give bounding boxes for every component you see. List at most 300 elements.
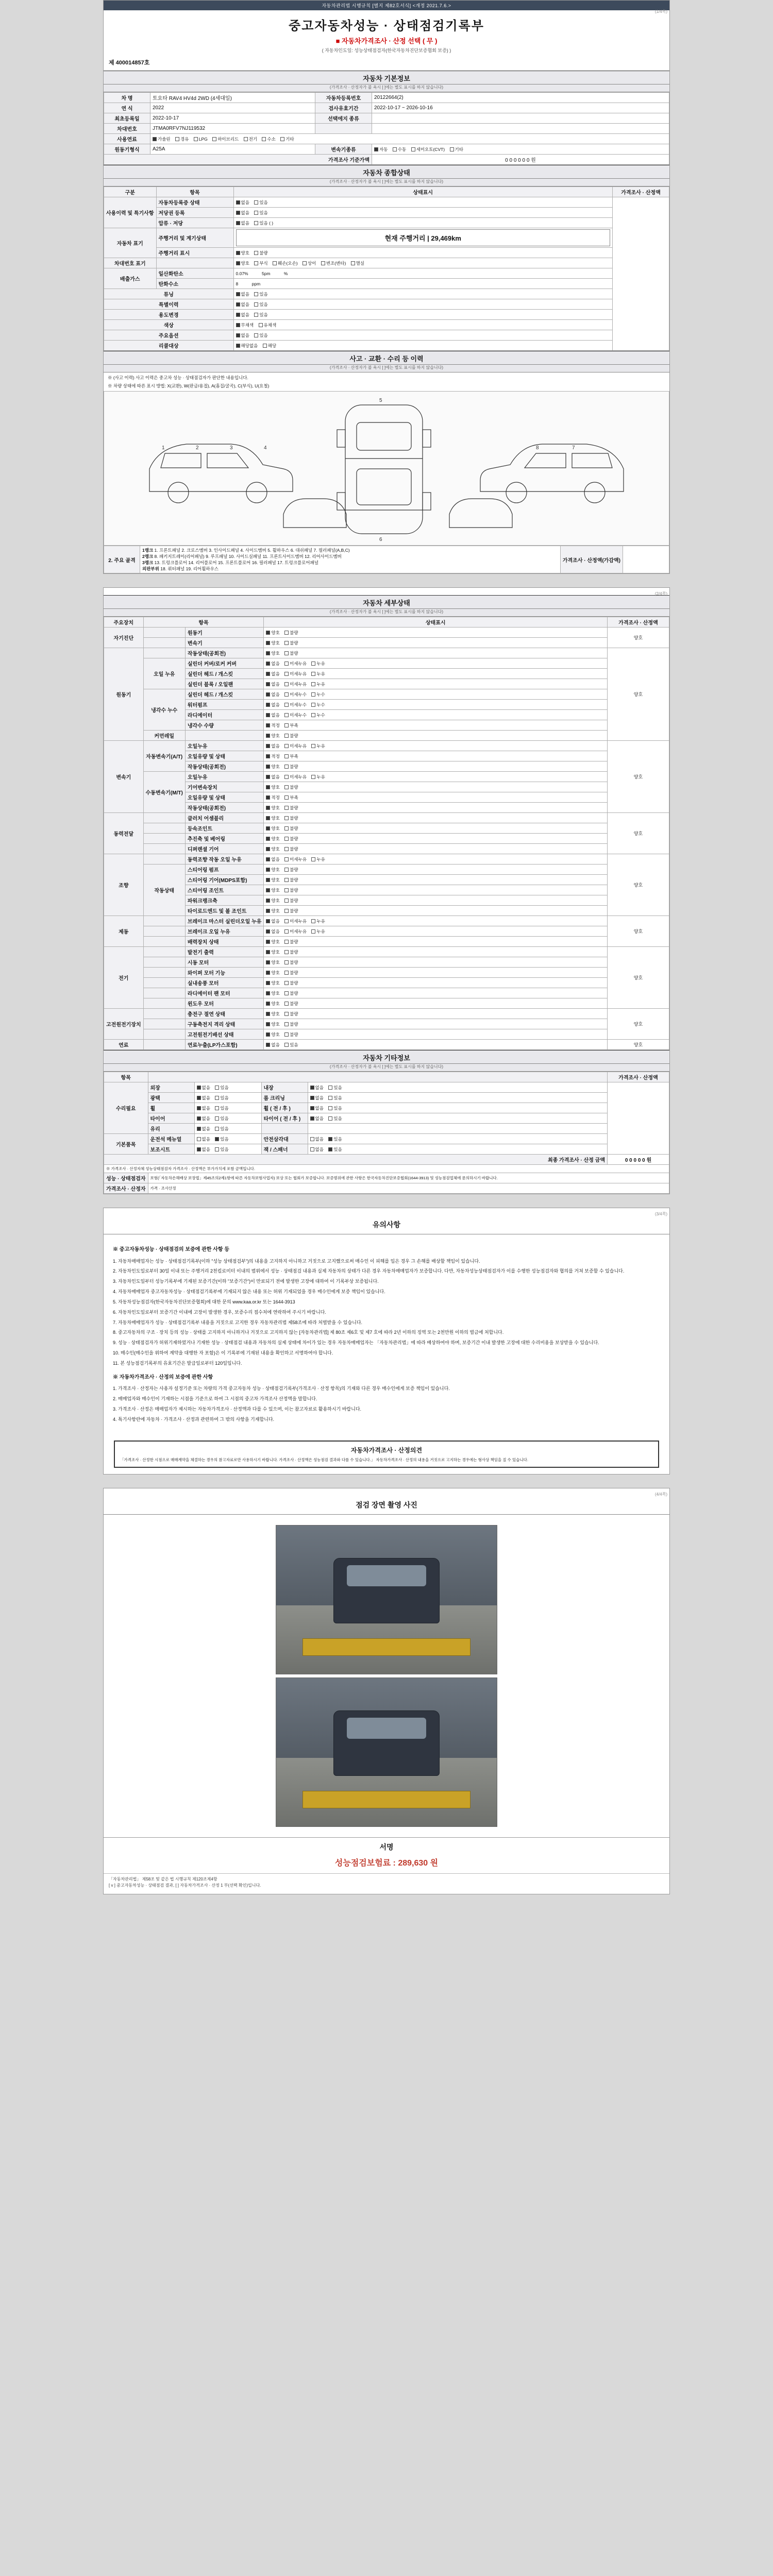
opt-1[interactable]: 불량 <box>284 733 298 739</box>
opt-1[interactable]: 있음 <box>215 1136 228 1142</box>
detail-sub: 오일 누유 <box>143 658 185 689</box>
detail-name: 원동기 <box>185 628 264 638</box>
accident-price-value <box>623 546 669 573</box>
detail-status <box>264 741 608 751</box>
opt-0[interactable]: 없음 <box>266 671 279 677</box>
opt-0[interactable]: 적정 <box>266 794 279 801</box>
trans-option-other[interactable]: 기타 <box>450 146 463 152</box>
fuel-option-hybrid[interactable]: 하이브리드 <box>212 136 239 142</box>
detail-status <box>264 710 608 720</box>
detail-status <box>264 1040 608 1050</box>
opt-1[interactable]: 불량 <box>284 877 298 883</box>
detail-status <box>264 885 608 895</box>
col-overall-price: 가격조사 · 산정액 <box>613 187 669 197</box>
opt-1[interactable]: 부족 <box>284 722 298 728</box>
detail-name: 오일유량 및 상태 <box>185 792 264 803</box>
detail-state-table <box>104 617 669 1050</box>
opt-good[interactable]: 양호 <box>236 250 249 256</box>
detail-status <box>264 978 608 988</box>
table-row <box>104 792 669 803</box>
opt-0[interactable]: 양호 <box>266 846 279 852</box>
opt-1[interactable]: 있음 <box>328 1115 342 1122</box>
opt-1[interactable]: 있음 <box>215 1146 228 1153</box>
section-etc-note: (가격조사 · 산정자가 불 욕시 [ ]에는 별도 표시를 하지 않습니다) <box>104 1064 669 1072</box>
etc-name-spare: 보조시트 <box>148 1144 194 1155</box>
opt-2[interactable]: 누유 <box>311 681 325 687</box>
page-4 <box>103 1488 670 1894</box>
opt-1[interactable]: 불량 <box>284 970 298 976</box>
detail-name: 디퍼렌셜 기어 <box>185 844 264 854</box>
etc-name-ext: 외장 <box>148 1082 194 1093</box>
opt-0[interactable]: 양호 <box>266 650 279 656</box>
table-row <box>104 679 669 689</box>
opt-bad[interactable]: 불량 <box>284 630 298 636</box>
opt-1[interactable]: 있음 <box>215 1095 228 1101</box>
detail-sub <box>143 988 185 998</box>
opt-0[interactable]: 없음 <box>310 1095 324 1101</box>
opt-1[interactable]: 불량 <box>284 990 298 996</box>
opt-1[interactable]: 있음 <box>215 1126 228 1132</box>
opt-none[interactable]: 없음 <box>236 199 249 206</box>
opt-2[interactable]: 누유 <box>311 928 325 935</box>
table-row <box>104 208 669 218</box>
opt-2[interactable]: 누유 <box>311 918 325 924</box>
etc-name-glass: 유리 <box>148 1124 194 1134</box>
opt-1[interactable]: 불량 <box>284 836 298 842</box>
opt-1[interactable]: 있음 <box>328 1095 342 1101</box>
opt-0[interactable]: 없음 <box>266 928 279 935</box>
table-row <box>104 741 669 751</box>
opt-1[interactable]: 있음 <box>328 1136 342 1142</box>
detail-cat-powertrain: 동력전달 <box>104 813 144 854</box>
opt-0[interactable]: 양호 <box>266 836 279 842</box>
opt-achromatic[interactable]: 무채색 <box>236 322 254 328</box>
detail-cat-steering: 조향 <box>104 854 144 916</box>
opt-yes[interactable]: 있음 <box>254 210 267 216</box>
row-status-hc <box>233 279 613 289</box>
opt-1[interactable]: 불량 <box>284 1031 298 1038</box>
table-header-row <box>104 1072 669 1082</box>
detail-name: 작동상태(공회전) <box>185 803 264 813</box>
row-cat-history: 사용이력 및 특기사항 <box>104 197 157 228</box>
etc-status-jack <box>308 1144 607 1155</box>
opt-0[interactable]: 양호 <box>266 1011 279 1017</box>
opt-0[interactable]: 없음 <box>266 774 279 780</box>
opt-0[interactable]: 양호 <box>266 1021 279 1027</box>
opt-0[interactable]: 양호 <box>266 815 279 821</box>
opt-yes[interactable]: 있음 <box>254 199 267 206</box>
opt-1[interactable]: 미세누유 <box>284 681 307 687</box>
detail-status <box>264 947 608 957</box>
label-option-type: 선택에지 종류 <box>315 113 372 124</box>
opt-yes[interactable]: 있음 <box>254 291 267 297</box>
opt-1[interactable]: 미세누유 <box>284 774 307 780</box>
opt-2[interactable]: 누유 <box>311 671 325 677</box>
table-row <box>104 1040 669 1050</box>
form-legal-strip: 자동차관리법 시행규칙 [별지 제82호서식] <개정 2021.7.6.> <box>104 1 669 10</box>
table-row <box>104 669 669 679</box>
opt-2[interactable]: 누유 <box>311 774 325 780</box>
fuel-option-other[interactable]: 기타 <box>280 136 294 142</box>
detail-sub <box>143 648 185 658</box>
opt-2[interactable]: 누유 <box>311 743 325 749</box>
opt-1[interactable]: 있음 <box>328 1146 342 1153</box>
detail-status <box>264 700 608 710</box>
opt-0[interactable]: 양호 <box>266 1031 279 1038</box>
opt-1[interactable]: 불량 <box>284 939 298 945</box>
table-row <box>104 279 669 289</box>
opt-0[interactable]: 없음 <box>197 1146 210 1153</box>
opt-0[interactable]: 양호 <box>266 897 279 904</box>
row-cat-odometer: 자동차 표기 <box>104 228 157 258</box>
trans-option-manual[interactable]: 수동 <box>393 146 406 152</box>
section-detail-note: (가격조사 · 산정자가 불 욕시 [ ]에는 별도 표시를 하지 않습니다) <box>104 609 669 617</box>
opt-corrosion[interactable]: 부식 <box>254 260 267 266</box>
opt-1[interactable]: 불량 <box>284 1011 298 1017</box>
opt-none[interactable]: 없음 <box>236 210 249 216</box>
detail-note-hv: 양호 <box>608 1009 669 1040</box>
opt-2[interactable]: 누수 <box>311 712 325 718</box>
opt-none[interactable]: 없음 <box>236 291 249 297</box>
etc-status-wheel2 <box>308 1103 607 1113</box>
opt-0[interactable]: 양호 <box>266 867 279 873</box>
price-opinion-text: 「가격조사 · 산정한 시점으로 매매계약을 체결하는 경우의 참고자료로만 사용하시기 바랍니다. 가격조사 · 산정액은 성능점검 결과와 다를 수 있습니다.」 자동차가격조사 · 산정의 내용을 거짓으로 고지하는 경우에는 형사상 책임을 질 수 있습니다. <box>120 1457 528 1462</box>
detail-sub <box>143 638 185 648</box>
opt-1[interactable]: 미세누유 <box>284 928 307 935</box>
opt-1[interactable]: 불량 <box>284 815 298 821</box>
detail-name: 타이로드엔드 및 볼 조인트 <box>185 906 264 916</box>
row-status-recall <box>233 341 613 351</box>
label-reg-no: 자동차등록번호 <box>315 93 372 103</box>
opt-bad[interactable]: 불량 <box>254 250 267 256</box>
opt-0[interactable]: 없음 <box>197 1126 210 1132</box>
opt-0[interactable]: 양호 <box>266 805 279 811</box>
opt-1[interactable]: 있음 <box>215 1105 228 1111</box>
opt-1[interactable]: 있음 <box>215 1084 228 1091</box>
opt-none[interactable]: 없음 <box>236 312 249 318</box>
opt-1[interactable]: 불량 <box>284 805 298 811</box>
notice-para: 3. 자동차인도일부터 성능기록부에 기재된 보증기간(이하 "보증기간")이 만료되기 전에 발생한 고장에 대하여 이 기록부상 보증됩니다. <box>113 1279 379 1284</box>
opt-none[interactable]: 없음 <box>236 332 249 338</box>
opt-1[interactable]: 불량 <box>284 1021 298 1027</box>
value-first-reg: 2022-10-17 <box>150 113 315 124</box>
fuel-option-hydrogen[interactable]: 수소 <box>262 136 275 142</box>
opt-na[interactable]: 해당없음 <box>236 343 258 349</box>
etc-status-cleaning <box>308 1093 607 1103</box>
opt-0[interactable]: 양호 <box>266 949 279 955</box>
detail-status <box>264 895 608 906</box>
opt-yes[interactable]: 있음 <box>254 312 267 318</box>
opt-1[interactable]: 불량 <box>284 949 298 955</box>
row-status-odometer <box>233 228 613 248</box>
detail-status <box>264 906 608 916</box>
detail-status <box>264 844 608 854</box>
detail-sub <box>143 937 185 947</box>
opt-1[interactable]: 미세누유 <box>284 671 307 677</box>
opt-2[interactable]: 누유 <box>311 856 325 862</box>
fuel-option-diesel[interactable]: 경유 <box>175 136 189 142</box>
detail-status <box>264 916 608 926</box>
etc-name-manual: 운전석 메뉴얼 <box>148 1134 194 1144</box>
opt-good[interactable]: 양호 <box>236 260 249 266</box>
label-engine-type: 원동기형식 <box>104 144 150 155</box>
detail-sub <box>143 823 185 834</box>
opt-0[interactable]: 없음 <box>310 1115 324 1122</box>
opt-1[interactable]: 불량 <box>284 887 298 893</box>
frame-row-outer: 외판부위 18. 쿼터패널 19. 리어휠하우스 <box>142 566 219 571</box>
opt-0[interactable]: 없음 <box>266 1042 279 1048</box>
fuel-option-lpg[interactable]: LPG <box>194 137 208 142</box>
detail-note-brake: 양호 <box>608 916 669 947</box>
etc-status-tire2 <box>308 1113 607 1124</box>
etc-total-note: ※ 가격조사 · 산정자체 성능상태점검자 가격조사 · 산정액은 부가가치세 포함 금액입니다. <box>104 1165 669 1173</box>
value-reg-no: 20122664(2) <box>372 93 669 103</box>
opt-0[interactable]: 양호 <box>266 980 279 986</box>
table-row <box>104 782 669 792</box>
opt-0[interactable]: 양호 <box>266 877 279 883</box>
opt-1[interactable]: 미세누수 <box>284 691 307 698</box>
detail-status <box>264 1009 608 1019</box>
opt-different[interactable]: 상이 <box>303 260 316 266</box>
notice-para: 4. 자동차매매업자 중고자동차성능 · 상태점검기록부에 기재되지 않은 내용 또는 허위 기재되었을 경우 매수인에게 보증 책임이 있습니다. <box>113 1289 385 1295</box>
detail-sub <box>143 1040 185 1050</box>
inspection-photo-front[interactable] <box>276 1525 497 1674</box>
opt-0[interactable]: 없음 <box>197 1095 210 1101</box>
detail-name: 오일누유 <box>185 741 264 751</box>
opt-1[interactable]: 미세누유 <box>284 660 307 667</box>
detail-status <box>264 628 608 638</box>
table-row <box>104 144 669 155</box>
opt-0[interactable]: 양호 <box>266 887 279 893</box>
opt-1[interactable]: 부족 <box>284 753 298 759</box>
trans-option-auto[interactable]: 자동 <box>374 146 388 152</box>
value-engine-type: A25A <box>150 144 315 155</box>
opt-1[interactable]: 불량 <box>284 980 298 986</box>
table-row <box>104 320 669 330</box>
overall-price-cell <box>613 197 669 351</box>
svg-text:4: 4 <box>264 445 267 451</box>
opt-1[interactable]: 불량 <box>284 908 298 914</box>
opt-1[interactable]: 미세누유 <box>284 918 307 924</box>
etc-status-int <box>308 1082 607 1093</box>
overall-state-table <box>104 187 669 351</box>
opt-1[interactable]: 미세누유 <box>284 743 307 749</box>
opt-yes[interactable]: 있음 <box>254 332 267 338</box>
opt-1[interactable]: 불량 <box>284 897 298 904</box>
etc-cat-basic: 기본품목 <box>104 1134 148 1155</box>
opt-yes[interactable]: 있음 ( ) <box>254 220 273 226</box>
detail-name: 실내송풍 모터 <box>185 978 264 988</box>
detail-name: 충전구 절연 상태 <box>185 1009 264 1019</box>
row-status-odometer-display <box>233 248 613 258</box>
inspection-photo-rear[interactable] <box>276 1677 497 1827</box>
opt-none[interactable]: 없음 <box>236 301 249 308</box>
table-row <box>104 93 669 103</box>
detail-status <box>264 865 608 875</box>
opt-0[interactable]: 없음 <box>310 1084 324 1091</box>
opt-2[interactable]: 누수 <box>311 702 325 708</box>
section-etc-title: 자동차 기타정보 <box>104 1050 669 1064</box>
col-detail-item: 항목 <box>143 617 264 628</box>
inspection-insurance-price: 성능점검보험료 : 289,630 원 <box>334 1858 439 1868</box>
row-status-tuning <box>233 289 613 299</box>
table-row <box>104 1144 669 1155</box>
opt-1[interactable]: 불량 <box>284 784 298 790</box>
notice-para-2: 2. 매매업자와 매수인이 기재하는 시점을 기준으로 하여 그 시점의 중고차 가격조사 산정액을 말합니다. <box>113 1396 317 1402</box>
value-fuel-options <box>150 134 669 144</box>
opt-0[interactable]: 없음 <box>266 691 279 698</box>
table-row <box>104 1124 669 1134</box>
vehicle-damage-diagram[interactable] <box>104 391 669 546</box>
fuel-option-electric[interactable]: 전기 <box>244 136 257 142</box>
opt-1[interactable]: 있음 <box>328 1105 342 1111</box>
table-row <box>104 289 669 299</box>
opt-1[interactable]: 미세누수 <box>284 712 307 718</box>
opt-1[interactable]: 불량 <box>284 764 298 770</box>
label-first-reg: 최초등록일 <box>104 113 150 124</box>
detail-name: 파워크랭크축 <box>185 895 264 906</box>
opt-0[interactable]: 양호 <box>266 764 279 770</box>
trans-option-semi[interactable]: 세미오토(CVT) <box>411 146 445 152</box>
opt-0[interactable]: 없음 <box>266 681 279 687</box>
opt-altered[interactable]: 변조(변타) <box>321 260 346 266</box>
opt-bad[interactable]: 불량 <box>284 640 298 646</box>
opt-0[interactable]: 양호 <box>266 970 279 976</box>
price-inspector-label: 가격조사 · 산정자 <box>104 1183 148 1194</box>
opt-2[interactable]: 누유 <box>311 660 325 667</box>
signature-label: 서명 <box>104 1837 669 1854</box>
opt-damage[interactable]: 훼손(오손) <box>273 260 298 266</box>
photos-title: 점검 장면 촬영 사진 <box>104 1496 669 1515</box>
table-row <box>104 546 669 573</box>
opt-0[interactable]: 없음 <box>266 743 279 749</box>
detail-name: 발전기 출력 <box>185 947 264 957</box>
opt-2[interactable]: 누수 <box>311 691 325 698</box>
opt-0[interactable]: 양호 <box>266 908 279 914</box>
page-1 <box>103 0 670 574</box>
detail-name: 작동상태(공회전) <box>185 648 264 658</box>
opt-1[interactable]: 있음 <box>284 1042 298 1048</box>
svg-text:7: 7 <box>572 445 575 451</box>
table-row <box>104 823 669 834</box>
etc-name-tire: 타이어 <box>148 1113 194 1124</box>
opt-1[interactable]: 불량 <box>284 846 298 852</box>
row-cat-tuning: 튜닝 <box>104 289 234 299</box>
detail-cat-transmission: 변속기 <box>104 741 144 813</box>
opt-1[interactable]: 불량 <box>284 867 298 873</box>
opt-1[interactable]: 불량 <box>284 650 298 656</box>
opt-0[interactable]: 없음 <box>266 660 279 667</box>
detail-sub <box>143 844 185 854</box>
svg-text:1: 1 <box>162 445 165 451</box>
opt-0[interactable]: 없음 <box>310 1136 324 1142</box>
opt-1[interactable]: 불량 <box>284 1001 298 1007</box>
opt-0[interactable]: 없음 <box>197 1105 210 1111</box>
table-row <box>104 700 669 710</box>
frame-row-rank3: 3랭크 13. 트렁크플로어 14. 리어플로어 15. 프론트플로어 16. 필러패널 17. 트렁크플로어패널 <box>142 560 318 565</box>
frame-row-rank2: 2랭크 8. 패키지트레이(리어패널) 9. 루프패널 10. 사이드실패널 11. 프론트사이드멤버 12. 리어사이드멤버 <box>142 554 342 559</box>
table-row <box>104 341 669 351</box>
table-row <box>104 1134 669 1144</box>
opt-0[interactable]: 양호 <box>266 939 279 945</box>
opt-0[interactable]: 없음 <box>310 1146 324 1153</box>
etc-info-table <box>104 1072 669 1194</box>
value-transmission-options <box>372 144 669 155</box>
notice-para: 5. 자동차성능점검자(한국자동차진단보증협회)에 대한 문의 www.kaa.or.kr 또는 1644-3913 <box>113 1299 295 1304</box>
detail-name: 기어변속장치 <box>185 782 264 792</box>
car-diagram-svg <box>129 392 644 545</box>
section-overall-note: (가격조사 · 산정자가 불 욕시 [ ]에는 별도 표시를 하지 않습니다) <box>104 179 669 187</box>
detail-status <box>264 834 608 844</box>
table-row <box>104 1165 669 1173</box>
opt-good[interactable]: 양호 <box>266 630 279 636</box>
opt-0[interactable]: 없음 <box>197 1115 210 1122</box>
svg-text:6: 6 <box>379 537 382 543</box>
detail-name: 냉각수 수량 <box>185 720 264 731</box>
opt-0[interactable]: 양호 <box>266 733 279 739</box>
label-base-price: 가격조사 기준가액 <box>104 155 372 165</box>
opt-0[interactable]: 없음 <box>266 918 279 924</box>
opt-good[interactable]: 양호 <box>266 640 279 646</box>
detail-sub <box>143 968 185 978</box>
opt-1[interactable]: 부족 <box>284 794 298 801</box>
opt-0[interactable]: 양호 <box>266 959 279 965</box>
opt-0[interactable]: 없음 <box>197 1136 210 1142</box>
opt-0[interactable]: 없음 <box>266 702 279 708</box>
opt-0[interactable]: 없음 <box>197 1084 210 1091</box>
opt-applies[interactable]: 해당 <box>263 343 276 349</box>
opt-0[interactable]: 없음 <box>266 856 279 862</box>
detail-sub <box>143 916 185 926</box>
opt-0[interactable]: 양호 <box>266 784 279 790</box>
opt-1[interactable]: 미세누수 <box>284 702 307 708</box>
etc-price-cell <box>608 1082 669 1155</box>
hc-value: 8 <box>236 281 239 286</box>
detail-cat-engine: 원동기 <box>104 648 144 741</box>
opt-0[interactable]: 양호 <box>266 990 279 996</box>
fuel-option-gasoline[interactable]: 가솔린 <box>153 136 171 142</box>
opt-0[interactable]: 양호 <box>266 1001 279 1007</box>
detail-name: 동력조향 작동 오일 누유 <box>185 854 264 865</box>
opt-1[interactable]: 불량 <box>284 959 298 965</box>
col-overall-item: 항목 <box>156 187 233 197</box>
table-row <box>104 885 669 895</box>
opt-1[interactable]: 있음 <box>328 1084 342 1091</box>
opt-0[interactable]: 없음 <box>310 1105 324 1111</box>
opt-0[interactable]: 없음 <box>266 712 279 718</box>
detail-sub <box>143 957 185 968</box>
detail-note-powertrain: 양호 <box>608 813 669 854</box>
table-row <box>104 155 669 165</box>
detail-cat-selfdiag: 자기진단 <box>104 628 144 648</box>
opt-1[interactable]: 미세누유 <box>284 856 307 862</box>
opt-0[interactable]: 적정 <box>266 722 279 728</box>
detail-status <box>264 782 608 792</box>
opt-0[interactable]: 양호 <box>266 825 279 832</box>
detail-name: 배력장치 상태 <box>185 937 264 947</box>
opt-chromatic[interactable]: 유채색 <box>259 322 277 328</box>
opt-1[interactable]: 불량 <box>284 825 298 832</box>
opt-yes[interactable]: 있음 <box>254 301 267 308</box>
opt-0[interactable]: 적정 <box>266 753 279 759</box>
detail-note-selfdiag: 양호 <box>608 628 669 648</box>
opt-lost[interactable]: 멸실 <box>351 260 364 266</box>
detail-note-engine: 양호 <box>608 648 669 741</box>
notice-para-2: 3. 가격조사 · 산정은 매매업자가 제시하는 자동차가격조사 · 산정액과 다를 수 있으며, 이는 참고자료로 활용하시기 바랍니다. <box>113 1406 362 1412</box>
table-row <box>104 865 669 875</box>
opt-none[interactable]: 없음 <box>236 220 249 226</box>
opt-1[interactable]: 있음 <box>215 1115 228 1122</box>
